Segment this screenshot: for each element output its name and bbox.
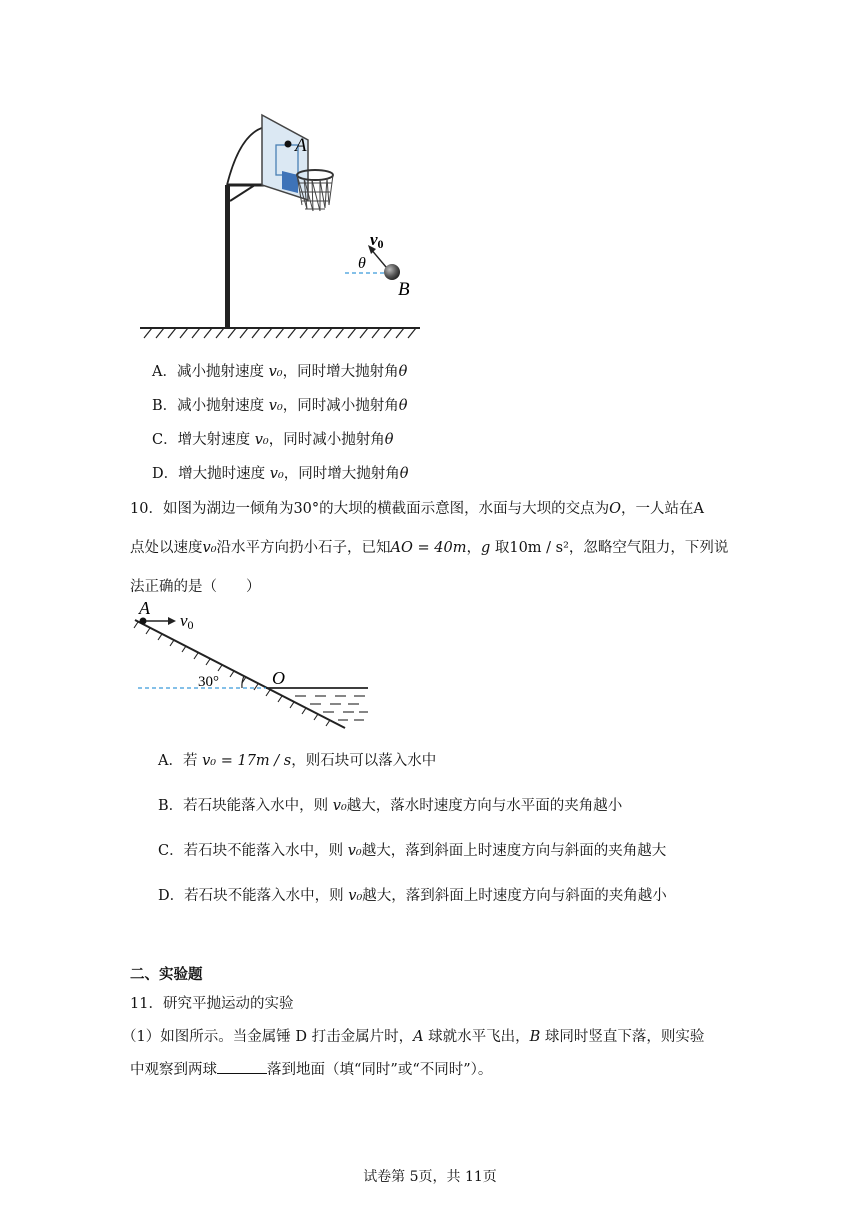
dam-figure <box>130 598 380 733</box>
answer-blank[interactable] <box>217 1061 267 1074</box>
q10-line-1: 10．如图为湖边一倾角为30°的大坝的横截面示意图，水面与大坝的交点为O，一人站在A <box>130 501 705 517</box>
label-O: O <box>272 668 285 688</box>
label-v0: v0 <box>370 230 384 251</box>
q10-option-d: D．若石块不能落入水中，则 v₀越大，落到斜面上时速度方向与斜面的夹角越小 <box>158 888 667 904</box>
label-B: B <box>398 279 410 300</box>
q10-line-3: 法正确的是（ ） <box>130 579 261 595</box>
q9-option-a: A．减小抛射速度 v₀，同时增大抛射角θ <box>152 364 408 380</box>
section-title: 二、实验题 <box>130 966 203 983</box>
q10-option-a: A．若 v₀ = 17m / s，则石块可以落入水中 <box>158 753 437 769</box>
q10-line-2: 点处以速度v₀沿水平方向扔小石子，已知AO = 40m，g 取10m / s²，忽略空气阻力，下列说 <box>130 540 729 556</box>
label-theta: θ <box>358 255 366 272</box>
q9-option-b: B．减小抛射速度 v₀，同时减小抛射角θ <box>152 398 408 414</box>
label-A: A <box>295 135 307 156</box>
q11-title: 11．研究平抛运动的实验 <box>130 996 294 1012</box>
q11-part1-line2: 中观察到两球 落到地面（填“同时”或“不同时”）。 <box>130 1062 493 1078</box>
page-footer: 试卷第 5页，共 11页 <box>363 1169 497 1185</box>
label-30deg: 30° <box>198 674 219 690</box>
q10-option-c: C．若石块不能落入水中，则 v₀越大，落到斜面上时速度方向与斜面的夹角越大 <box>158 843 667 859</box>
label-v0: v0 <box>180 611 194 632</box>
label-A: A <box>139 598 150 618</box>
q9-option-d: D．增大抛时速度 v₀，同时增大抛射角θ <box>152 466 409 482</box>
q9-option-c: C．增大射速度 v₀，同时减小抛射角θ <box>152 432 394 448</box>
basketball-figure <box>130 105 430 340</box>
q11-part1-line1: （1）如图所示。当金属锤 D 打击金属片时，A 球就水平飞出，B 球同时竖直下落，则实验 <box>122 1029 705 1045</box>
q10-option-b: B．若石块能落入水中，则 v₀越大，落水时速度方向与水平面的夹角越小 <box>158 798 623 814</box>
